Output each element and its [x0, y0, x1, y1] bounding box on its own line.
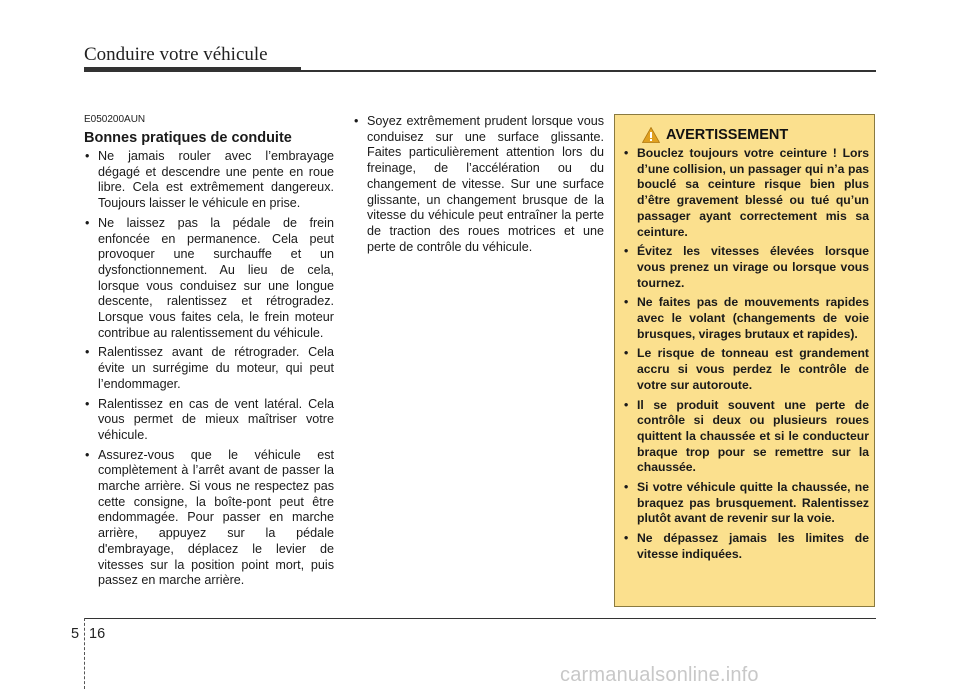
mid-bullet-list — [353, 114, 604, 255]
list-item: • Le risque de tonneau est grandement accru si vous perdez le contrôle de votre sur autoroute. — [623, 346, 869, 393]
list-item: • Ne faites pas de mouvements rapides avec le volant (changements de voie brusques, virages brutaux et rapides). — [623, 295, 869, 342]
left-column — [84, 114, 334, 593]
warning-header — [642, 126, 788, 144]
list-item: • Bouclez toujours votre ceinture ! Lors d’une collision, un passager qui n’a pas bouclé sa ceinture risque bien plus d’être gravement blessé ou tué qu’un passager ayant correctement mis sa ceinture. — [623, 146, 869, 240]
middle-column — [353, 114, 604, 259]
section-heading: Bonnes pratiques de conduite — [84, 130, 292, 146]
warning-list — [623, 146, 869, 567]
list-item: • Ne jamais rouler avec l’embrayage dégagé et descendre une pente en roue libre. Cela est extrêmement dangereux. Toujours laisser le véhicule en prise. — [84, 149, 334, 212]
section-code: E050200AUN — [84, 114, 146, 125]
left-bullet-list — [84, 149, 334, 589]
list-item: • Ne dépassez jamais les limites de vitesse indiquées. — [623, 531, 869, 562]
list-item: • Ralentissez avant de rétrograder. Cela évite un surrégime du moteur, qui peut l’endommager. — [84, 345, 334, 392]
page-header-title: Conduire votre véhicule — [84, 44, 268, 65]
list-item: • Il se produit souvent une perte de contrôle si deux ou plusieurs roues quittent la chaussée et si le conducteur braque trop pour se remettre sur la chaussée. — [623, 398, 869, 477]
list-item: • Soyez extrêmement prudent lorsque vous conduisez sur une surface glissante. Faites particulièrement attention lors du freinage, de l’accélération ou du changement de vitesse. Sur une surface glissante, un changement brusque de la vitesse du véhicule peut entraîner la perte de traction des roues motrices et une perte de contrôle du véhicule. — [353, 114, 604, 255]
page-number: 16 — [89, 626, 106, 642]
list-item: • Ne laissez pas la pédale de frein enfoncée en permanence. Cela peut provoquer une surchauffe et un dysfonctionnement. Au lieu de cela, lorsque vous conduisez sur une longue descente, ralentissez et rétrogradez. Lorsque vous faites cela, le frein moteur contribue au ralentissement du véhicule. — [84, 216, 334, 342]
footer-rule — [84, 618, 876, 619]
header-rule-thin — [84, 70, 876, 72]
footer-divider — [84, 618, 85, 689]
list-item: • Assurez-vous que le véhicule est complètement à l’arrêt avant de passer la marche arrière. Si vous ne respectez pas cette consigne, la boîte-pont peut être endommagée. Pour passer en marche arrière, appuyez sur la pédale d'embrayage, déplacez le levier de vitesses sur la position point mort, puis passez en marche arrière. — [84, 448, 334, 589]
list-item: • Évitez les vitesses élevées lorsque vous prenez un virage ou lorsque vous tournez. — [623, 244, 869, 291]
chapter-number: 5 — [71, 626, 80, 642]
watermark: carmanualsonline.info — [560, 664, 759, 686]
list-item: • Ralentissez en cas de vent latéral. Cela vous permet de mieux maîtriser votre véhicule. — [84, 397, 334, 444]
warning-triangle-icon — [642, 127, 660, 143]
warning-box — [614, 114, 875, 607]
warning-title: AVERTISSEMENT — [666, 127, 789, 143]
list-item: • Si votre véhicule quitte la chaussée, ne braquez pas brusquement. Ralentissez plutôt avant de revenir sur la voie. — [623, 480, 869, 527]
